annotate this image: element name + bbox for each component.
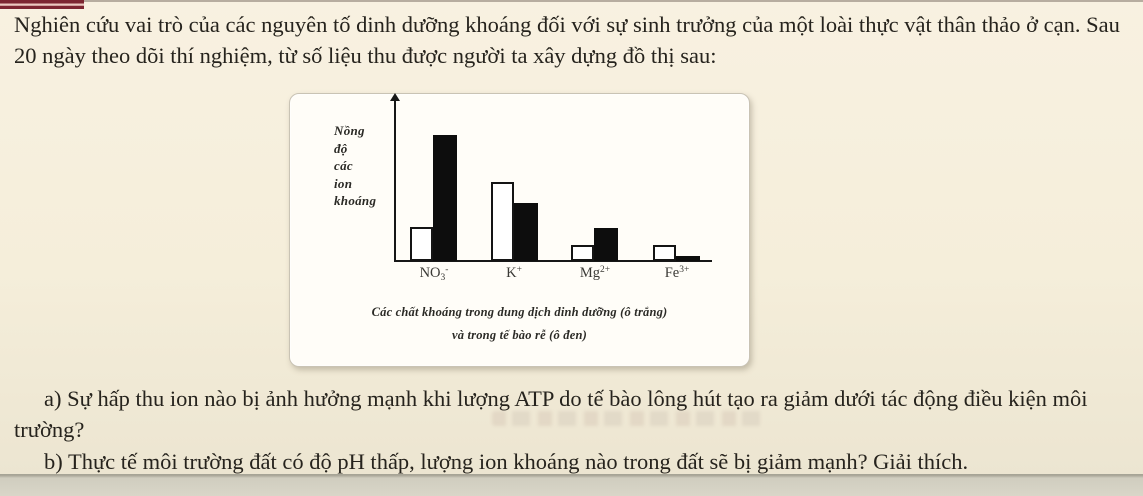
bar-K+-white xyxy=(491,182,514,261)
bar-Mg2+-white xyxy=(571,245,594,261)
question-a: a) Sự hấp thu ion nào bị ảnh hưởng mạnh khi lượng ATP do tế bào lông hút tạo ra giảm dưới tác động điều kiện môi trường? xyxy=(14,386,1088,442)
question-intro: Nghiên cứu vai trò của các nguyên tố dinh dưỡng khoáng đối với sự sinh trưởng của một loài thực vật thân thảo ở cạn. Sau 20 ngày theo dõi thí nghiệm, từ số liệu thu được người ta xây dựng đồ thị sau: xyxy=(14,12,1120,68)
bar-K+-black xyxy=(514,203,538,261)
x-label-Mg2+: $Mg^{2+}$ xyxy=(579,265,611,281)
y-axis xyxy=(394,100,396,261)
bottom-strip xyxy=(0,474,1143,496)
top-edge-line xyxy=(0,0,1143,2)
bar-NO3--black xyxy=(433,135,457,261)
y-axis-label: Nồng độ các ion khoáng xyxy=(334,123,377,208)
chart-caption-line2: và trong tế bào rễ (ô đen) xyxy=(451,328,588,342)
bar-Mg2+-black xyxy=(594,228,618,261)
bar-NO3--white xyxy=(410,227,433,261)
bar-Fe3+-black xyxy=(676,256,700,261)
video-progress-bar xyxy=(0,0,84,9)
chart-caption-line1: Các chất khoáng trong dung dịch dinh dưỡng (ô trắng) xyxy=(371,305,668,319)
x-label-NO3-: $NO_3^-$ xyxy=(419,265,449,283)
x-label-Fe3+: $Fe^{3+}$ xyxy=(664,265,690,281)
chart-panel xyxy=(289,93,750,367)
x-label-K+: K+ xyxy=(506,265,522,281)
question-b: b) Thực tế môi trường đất có độ pH thấp, lượng ion khoáng nào trong đất sẽ bị giảm mạnh? Giải thích. xyxy=(44,449,969,474)
bar-Fe3+-white xyxy=(653,245,676,261)
